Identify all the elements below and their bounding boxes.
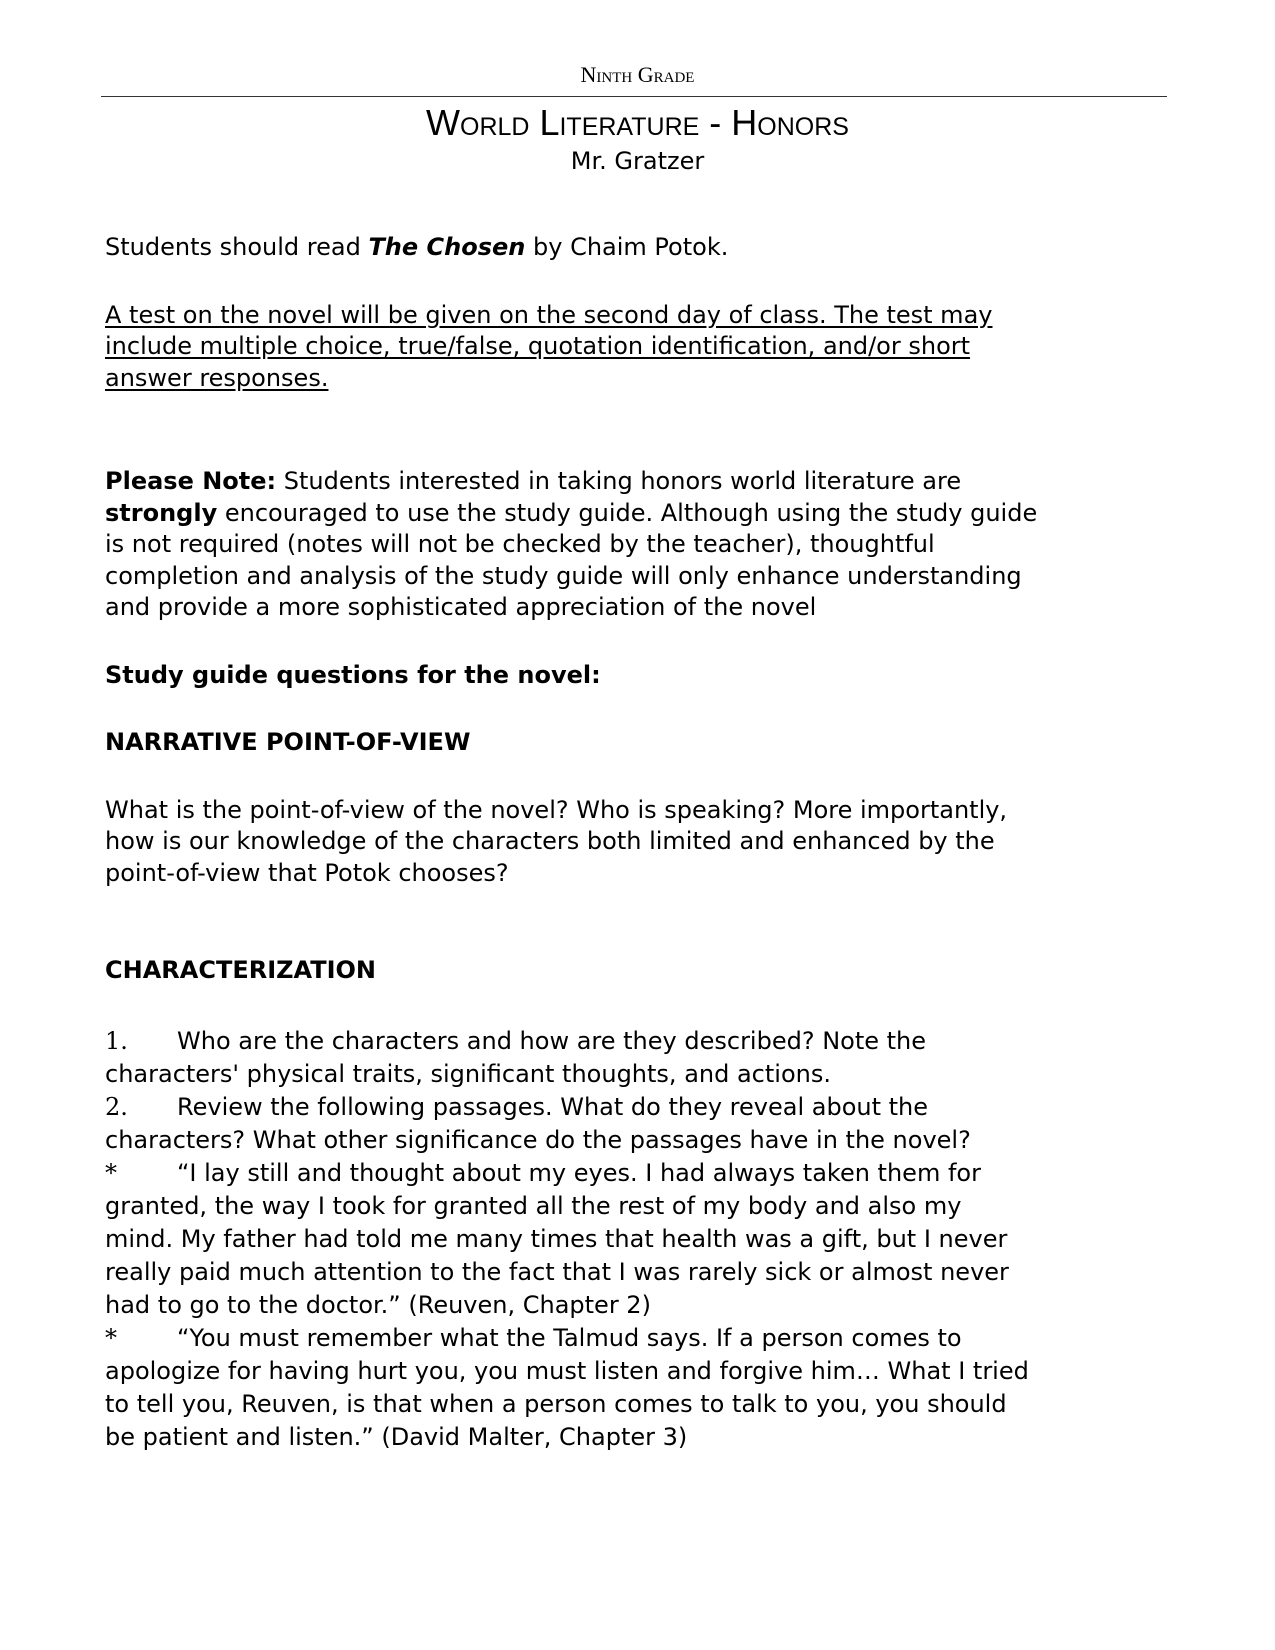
please-note-paragraph <box>105 466 1205 624</box>
quote-text: to tell you, Reuven, is that when a person comes to talk to you, you should <box>105 1389 1007 1418</box>
please-note-text: Students interested in taking honors world literature are <box>276 467 962 495</box>
study-guide-heading: Study guide questions for the novel: <box>105 660 601 689</box>
quote-line <box>105 1322 1205 1355</box>
test-notice-line: answer responses. <box>105 363 329 392</box>
please-note-line <box>105 466 1205 498</box>
quote-text: “You must remember what the Talmud says. If a person comes to <box>177 1323 962 1352</box>
item-text: Review the following passages. What do they reveal about the <box>177 1092 929 1121</box>
test-notice-line: include multiple choice, true/false, quotation identification, and/or short <box>105 332 971 360</box>
item-text: characters? What other significance do the passages have in the novel? <box>105 1125 971 1154</box>
header-grade: Ninth Grade <box>580 62 695 87</box>
narrative-question <box>105 795 1205 890</box>
quote-text: mind. My father had told me many times that health was a gift, but I never <box>105 1224 1008 1253</box>
quote-text: be patient and listen.” (David Malter, Chapter 3) <box>105 1422 688 1451</box>
item-text: Who are the characters and how are they described? Note the <box>177 1026 927 1055</box>
quote-text: “I lay still and thought about my eyes. I had always taken them for <box>177 1158 981 1187</box>
narrative-line: how is our knowledge of the characters both limited and enhanced by the <box>105 827 995 855</box>
please-note-line <box>105 498 1205 530</box>
document-body <box>105 232 1205 1454</box>
quote-item <box>105 1157 1205 1322</box>
list-item <box>105 1091 1205 1157</box>
please-note-text: is not required (notes will not be checked by the teacher), thoughtful <box>105 530 935 558</box>
bullet-asterisk: * <box>105 1323 117 1352</box>
list-marker: 1. <box>105 1026 128 1055</box>
book-title: The Chosen <box>368 233 526 261</box>
test-notice-line: A test on the novel will be given on the second day of class. The test may <box>105 300 993 329</box>
narrative-heading: NARRATIVE POINT-OF-VIEW <box>105 728 471 756</box>
list-marker: 2. <box>105 1092 128 1121</box>
course-title: World Literature - Honors <box>426 102 849 143</box>
please-note-label: Please Note: <box>105 467 277 495</box>
quote-text: apologize for having hurt you, you must listen and forgive him… What I tried <box>105 1356 1029 1385</box>
list-item <box>105 1025 1205 1091</box>
quote-text: granted, the way I took for granted all the rest of my body and also my <box>105 1191 962 1220</box>
characterization-heading: CHARACTERIZATION <box>105 956 377 984</box>
quote-item <box>105 1322 1205 1454</box>
header-divider <box>101 96 1167 97</box>
quote-text: had to go to the doctor.” (Reuven, Chapter 2) <box>105 1290 651 1319</box>
quote-text: really paid much attention to the fact that I was rarely sick or almost never <box>105 1257 1009 1286</box>
characterization-list <box>105 1025 1205 1454</box>
strongly-emphasis: strongly <box>105 498 218 527</box>
intro-paragraph <box>105 232 1205 264</box>
item-line <box>105 1025 1205 1058</box>
please-note-text: encouraged to use the study guide. Although using the study guide <box>217 498 1038 527</box>
intro-prefix: Students should read <box>105 233 369 261</box>
test-notice <box>105 300 1205 395</box>
narrative-line: point-of-view that Potok chooses? <box>105 858 509 887</box>
please-note-text: completion and analysis of the study guide will only enhance understanding <box>105 561 1022 590</box>
bullet-asterisk: * <box>105 1158 117 1187</box>
item-text: characters' physical traits, significant thoughts, and actions. <box>105 1059 831 1088</box>
item-line <box>105 1091 1205 1124</box>
narrative-line: What is the point-of-view of the novel? Who is speaking? More importantly, <box>105 795 1008 824</box>
please-note-text: and provide a more sophisticated appreciation of the novel <box>105 593 817 621</box>
teacher-name: Mr. Gratzer <box>570 147 705 175</box>
intro-suffix: by Chaim Potok. <box>525 233 729 261</box>
quote-line <box>105 1157 1205 1190</box>
